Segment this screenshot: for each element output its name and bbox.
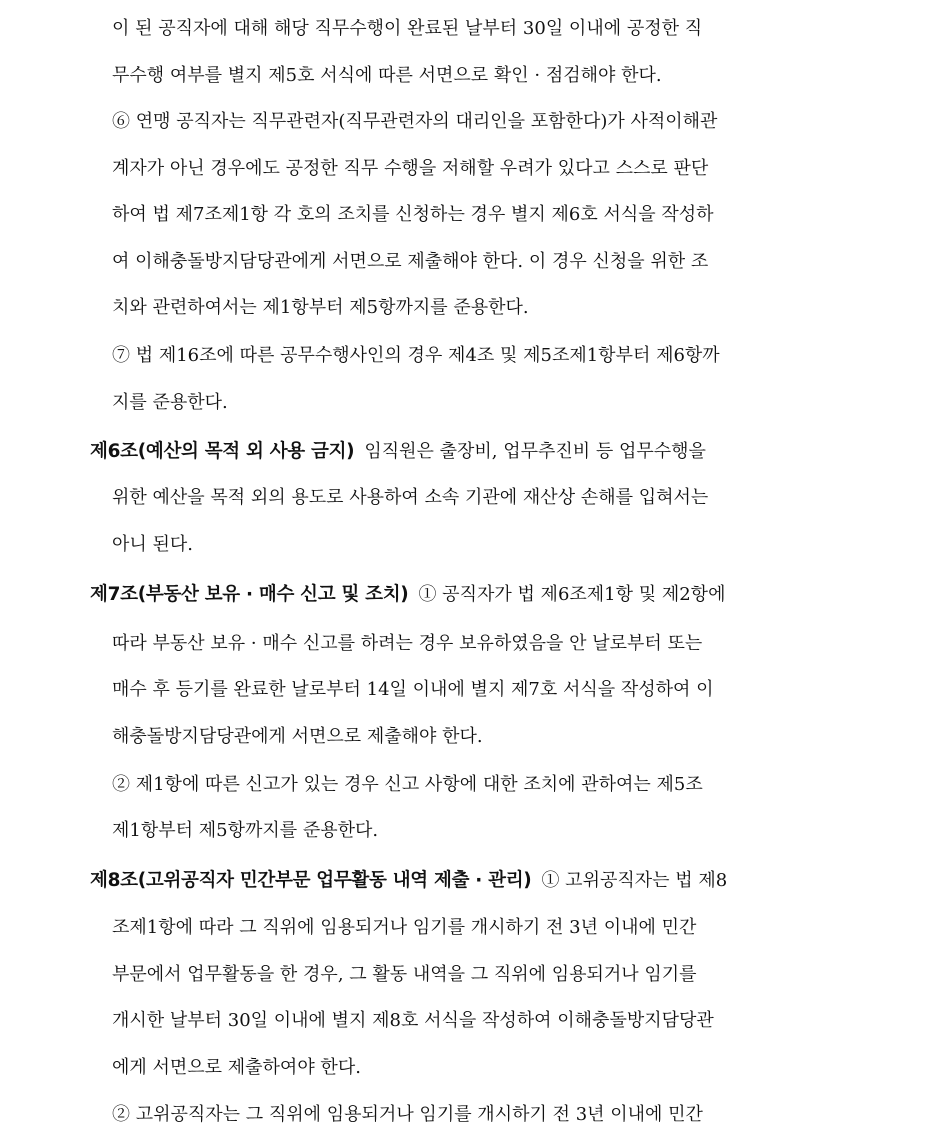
text-line <box>0 522 950 568</box>
paragraph-6-start: ⑥ 연맹 공직자는 직무관련자(직무관련자의 대리인을 포함한다)가 사적이해관 <box>112 111 718 132</box>
text-line <box>0 475 950 521</box>
line-text: 에게 서면으로 제출하여야 한다. <box>112 1057 361 1078</box>
line-text: 제1항부터 제5항까지를 준용한다. <box>112 820 379 841</box>
article-7 <box>0 572 950 618</box>
line-text: 조제1항에 따라 그 직위에 임용되거나 임기를 개시하기 전 3년 이내에 민간 <box>112 917 697 938</box>
line-text: 여 이해충돌방지담당관에게 서면으로 제출해야 한다. 이 경우 신청을 위한 조 <box>112 251 709 272</box>
article-8-heading-line <box>90 858 727 904</box>
line-text: 무수행 여부를 별지 제5호 서식에 따른 서면으로 확인 · 점검해야 한다. <box>112 65 662 86</box>
article-8 <box>0 858 950 904</box>
article-6-heading-line <box>90 429 706 475</box>
text-line <box>0 905 950 951</box>
line-text: ② 고위공직자는 그 직위에 임용되거나 임기를 개시하기 전 3년 이내에 민간 <box>112 1104 703 1125</box>
line-text: ② 제1항에 따른 신고가 있는 경우 신고 사항에 대한 조치에 관하여는 제5조 <box>112 774 703 795</box>
line-text: 아니 된다. <box>112 534 193 555</box>
text-line <box>0 1045 950 1091</box>
text-line <box>0 192 950 238</box>
article-body-text: ① 고위공직자는 법 제8 <box>541 870 728 891</box>
text-line <box>0 714 950 760</box>
article-heading: 제8조(고위공직자 민간부문 업무활동 내역 제출 · 관리) <box>90 870 532 891</box>
text-line <box>0 99 950 145</box>
text-line <box>0 952 950 998</box>
text-line <box>0 285 950 331</box>
line-text: 개시한 날부터 30일 이내에 별지 제8호 서식을 작성하여 이해충돌방지담당관 <box>112 1010 714 1031</box>
text-line <box>0 621 950 667</box>
text-line <box>0 998 950 1044</box>
article-body-text: ① 공직자가 법 제6조제1항 및 제2항에 <box>418 584 726 605</box>
article-6 <box>0 429 950 475</box>
text-line <box>0 53 950 99</box>
article-7-heading-line <box>90 572 725 618</box>
text-line <box>0 146 950 192</box>
line-text: 매수 후 등기를 완료한 날로부터 14일 이내에 별지 제7호 서식을 작성하여 이 <box>112 679 714 700</box>
line-text: 치와 관련하여서는 제1항부터 제5항까지를 준용한다. <box>112 297 529 318</box>
text-line <box>0 239 950 285</box>
article-body-text: 임직원은 출장비, 업무추진비 등 업무수행을 <box>364 441 706 462</box>
article-heading: 제7조(부동산 보유 · 매수 신고 및 조치) <box>90 584 409 605</box>
paragraph-7-start: ⑦ 법 제16조에 따른 공무수행사인의 경우 제4조 및 제5조제1항부터 제6항까 <box>112 345 720 366</box>
text-line <box>0 667 950 713</box>
line-text: 지를 준용한다. <box>112 392 228 413</box>
article-heading: 제6조(예산의 목적 외 사용 금지) <box>90 441 355 462</box>
text-line <box>0 380 950 426</box>
line-text: 부문에서 업무활동을 한 경우, 그 활동 내역을 그 직위에 임용되거나 임기를 <box>112 964 697 985</box>
text-line <box>0 762 950 808</box>
text-line <box>0 1092 950 1138</box>
line-text: 해충돌방지담당관에게 서면으로 제출해야 한다. <box>112 726 483 747</box>
line-text: 하여 법 제7조제1항 각 호의 조치를 신청하는 경우 별지 제6호 서식을 작성하 <box>112 204 714 225</box>
text-line <box>0 333 950 379</box>
line-text: 따라 부동산 보유 · 매수 신고를 하려는 경우 보유하였음을 안 날로부터 또는 <box>112 633 703 654</box>
text-line <box>0 6 950 52</box>
line-text: 계자가 아닌 경우에도 공정한 직무 수행을 저해할 우려가 있다고 스스로 판단 <box>112 158 709 179</box>
line-text: 위한 예산을 목적 외의 용도로 사용하여 소속 기관에 재산상 손해를 입혀서는 <box>112 487 709 508</box>
text-line <box>0 808 950 854</box>
line-text: 이 된 공직자에 대해 해당 직무수행이 완료된 날부터 30일 이내에 공정한 직 <box>112 18 703 39</box>
